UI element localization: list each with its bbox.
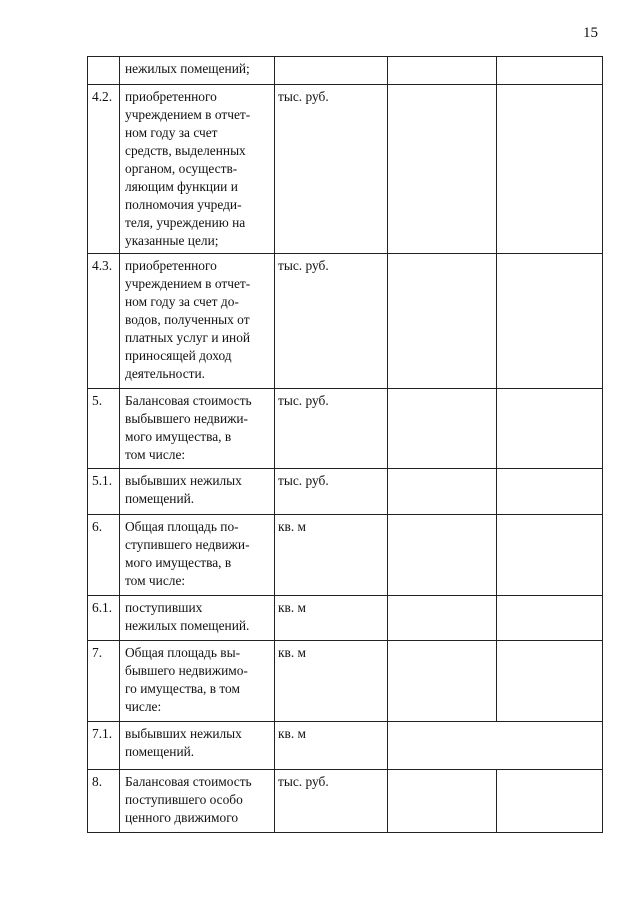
value-cell-b	[497, 254, 603, 389]
row-name-cell	[120, 85, 275, 254]
row-unit-cell	[275, 57, 388, 85]
row-unit-cell: кв. м	[275, 596, 388, 641]
table-row	[88, 770, 603, 833]
row-number-cell: 4.2.	[88, 85, 120, 254]
value-cell-a	[388, 85, 497, 254]
row-name-text: Балансовая стоимость поступившего особо ценного движимого	[125, 774, 252, 825]
row-name-text: выбывших нежилых помещений.	[125, 726, 242, 759]
table-row	[88, 57, 603, 85]
value-cell-b	[497, 596, 603, 641]
page-number: 15	[583, 25, 598, 41]
table-row	[88, 254, 603, 389]
row-name-text: поступивших нежилых помещений.	[125, 600, 250, 633]
row-number-cell	[88, 57, 120, 85]
value-cell-a	[388, 515, 497, 596]
row-number-cell: 8.	[88, 770, 120, 833]
value-cell-b	[497, 57, 603, 85]
row-number-cell: 6.1.	[88, 596, 120, 641]
table-row	[88, 469, 603, 515]
row-unit-cell: тыс. руб.	[275, 254, 388, 389]
value-cell-a	[388, 389, 497, 469]
table-row	[88, 641, 603, 722]
row-name-cell	[120, 469, 275, 515]
value-cell-b	[497, 85, 603, 254]
indicators-table	[87, 56, 603, 833]
row-unit-cell: тыс. руб.	[275, 770, 388, 833]
row-name-cell	[120, 722, 275, 770]
value-cell-b	[497, 389, 603, 469]
row-name-cell	[120, 57, 275, 85]
row-unit-cell: кв. м	[275, 641, 388, 722]
row-name-cell	[120, 641, 275, 722]
row-number-cell: 5.1.	[88, 469, 120, 515]
row-unit-cell: кв. м	[275, 722, 388, 770]
row-unit-cell: тыс. руб.	[275, 469, 388, 515]
row-name-text: нежилых помещений;	[125, 61, 250, 76]
value-cell-b	[497, 469, 603, 515]
row-name-text: Балансовая стоимость выбывшего недвижи- мого имущества, в том числе:	[125, 393, 252, 462]
row-number-cell: 6.	[88, 515, 120, 596]
value-cell-merged	[388, 722, 603, 770]
row-name-cell	[120, 596, 275, 641]
row-number-cell: 5.	[88, 389, 120, 469]
row-number-cell: 7.	[88, 641, 120, 722]
value-cell-b	[497, 770, 603, 833]
value-cell-a	[388, 254, 497, 389]
value-cell-b	[497, 641, 603, 722]
row-name-cell	[120, 389, 275, 469]
row-unit-cell: кв. м	[275, 515, 388, 596]
row-number-cell: 4.3.	[88, 254, 120, 389]
table-row	[88, 85, 603, 254]
table-row	[88, 596, 603, 641]
row-name-cell	[120, 770, 275, 833]
value-cell-a	[388, 641, 497, 722]
row-name-cell	[120, 515, 275, 596]
row-name-text: Общая площадь вы- бывшего недвижимо- го имущества, в том числе:	[125, 645, 248, 714]
row-name-text: выбывших нежилых помещений.	[125, 473, 242, 506]
value-cell-b	[497, 515, 603, 596]
table-row	[88, 515, 603, 596]
row-name-cell	[120, 254, 275, 389]
row-name-text: приобретенного учреждением в отчет- ном году за счет средств, выделенных органом, осуществ- ляющим функции и полномочия учреди- теля, учреждению на указанные цели;	[125, 89, 251, 248]
table-row	[88, 389, 603, 469]
value-cell-a	[388, 596, 497, 641]
value-cell-a	[388, 469, 497, 515]
row-unit-cell: тыс. руб.	[275, 85, 388, 254]
row-number-cell: 7.1.	[88, 722, 120, 770]
table-row	[88, 722, 603, 770]
value-cell-a	[388, 770, 497, 833]
row-unit-cell: тыс. руб.	[275, 389, 388, 469]
value-cell-a	[388, 57, 497, 85]
row-name-text: Общая площадь по- ступившего недвижи- мого имущества, в том числе:	[125, 519, 250, 588]
row-name-text: приобретенного учреждением в отчет- ном году за счет до- водов, полученных от платных услуг и иной приносящей доход деятельности.	[125, 258, 251, 381]
